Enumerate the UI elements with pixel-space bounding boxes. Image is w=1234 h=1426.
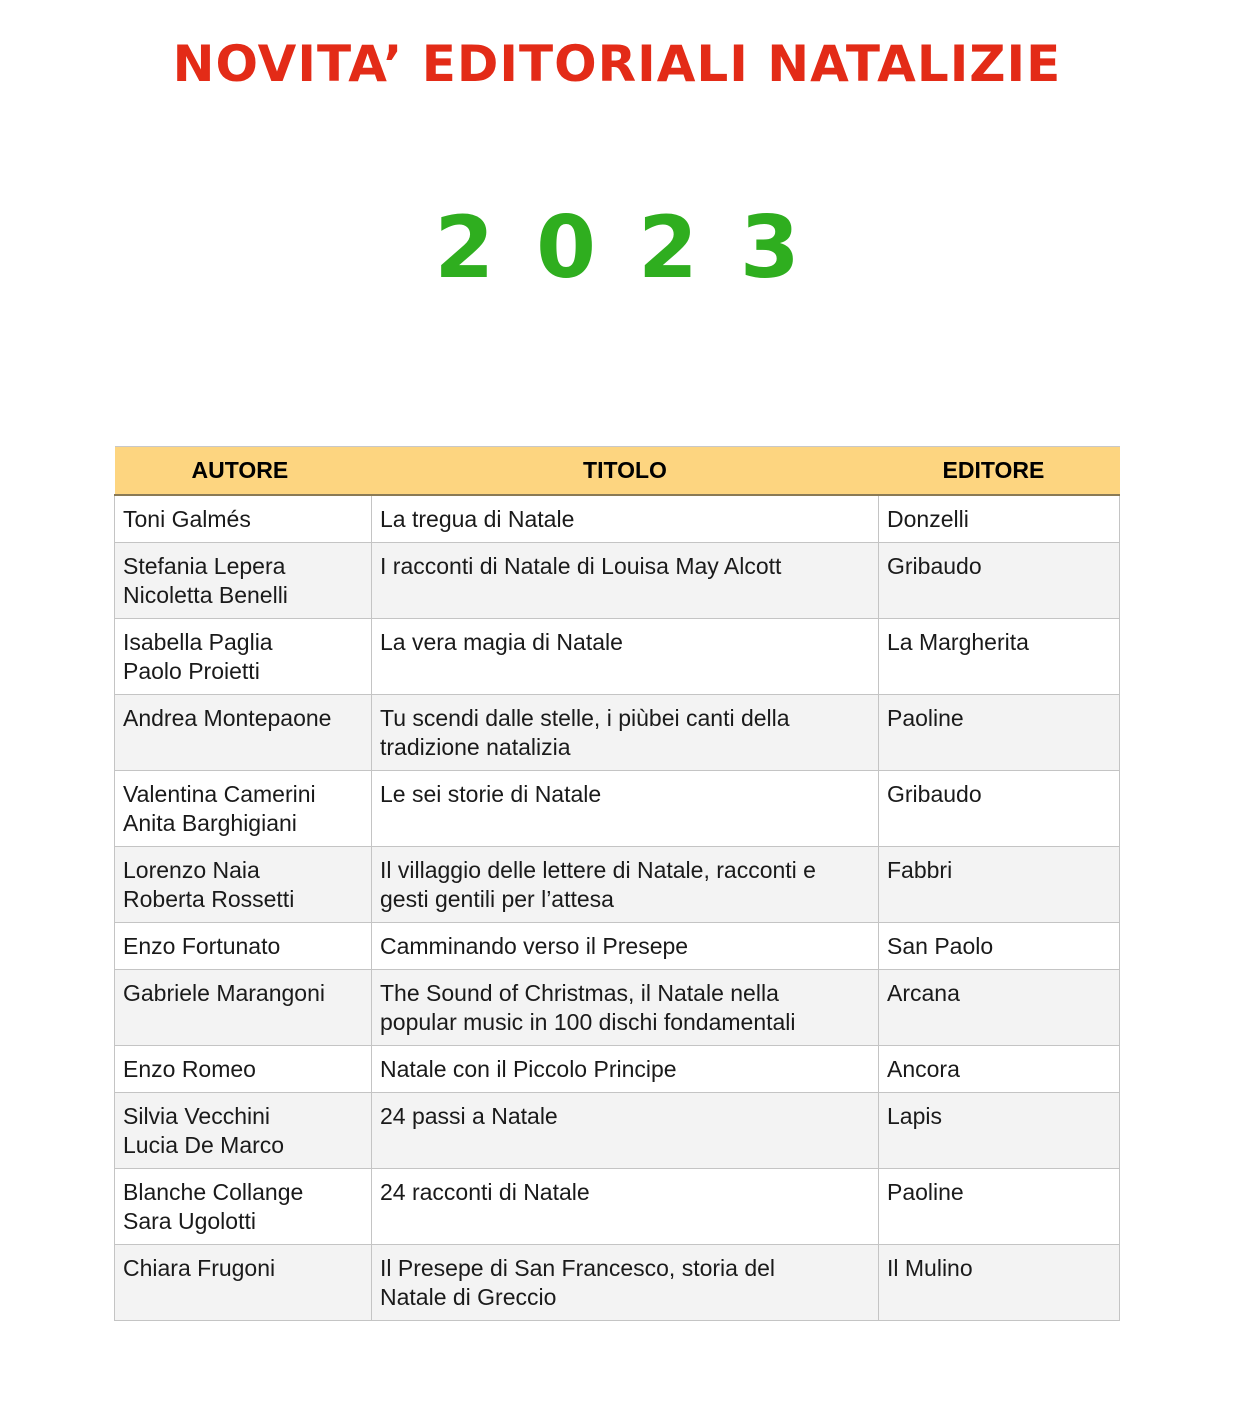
cell-autore: Silvia Vecchini Lucia De Marco xyxy=(115,1093,372,1169)
cell-editore: Paoline xyxy=(879,1169,1120,1245)
table-row xyxy=(115,1093,1120,1169)
cell-titolo: Il Presepe di San Francesco, storia del Natale di Greccio xyxy=(372,1245,879,1321)
cell-editore: Il Mulino xyxy=(879,1245,1120,1321)
cell-editore: San Paolo xyxy=(879,923,1120,970)
cell-titolo: I racconti di Natale di Louisa May Alcott xyxy=(372,543,879,619)
cell-autore: Chiara Frugoni xyxy=(115,1245,372,1321)
table-row xyxy=(115,970,1120,1046)
cell-editore: Gribaudo xyxy=(879,543,1120,619)
cell-autore: Lorenzo Naia Roberta Rossetti xyxy=(115,847,372,923)
cell-autore: Isabella Paglia Paolo Proietti xyxy=(115,619,372,695)
cell-titolo: La vera magia di Natale xyxy=(372,619,879,695)
page-title: NOVITA’ EDITORIALI NATALIZIE xyxy=(172,35,1062,93)
table-row xyxy=(115,495,1120,543)
column-header-editore: EDITORE xyxy=(879,447,1120,496)
table-header-row xyxy=(115,447,1120,496)
cell-titolo: Tu scendi dalle stelle, i piùbei canti della tradizione natalizia xyxy=(372,695,879,771)
table-row xyxy=(115,695,1120,771)
table-row xyxy=(115,771,1120,847)
cell-titolo: 24 passi a Natale xyxy=(372,1093,879,1169)
cell-editore: Fabbri xyxy=(879,847,1120,923)
cell-editore: Lapis xyxy=(879,1093,1120,1169)
cell-autore: Blanche Collange Sara Ugolotti xyxy=(115,1169,372,1245)
table-row xyxy=(115,619,1120,695)
cell-titolo: Natale con il Piccolo Principe xyxy=(372,1046,879,1093)
cell-editore: Gribaudo xyxy=(879,771,1120,847)
cell-titolo: The Sound of Christmas, il Natale nella popular music in 100 dischi fondamentali xyxy=(372,970,879,1046)
table-row xyxy=(115,1169,1120,1245)
table-header xyxy=(115,447,1120,496)
cell-autore: Stefania Lepera Nicoletta Benelli xyxy=(115,543,372,619)
column-header-autore: AUTORE xyxy=(115,447,372,496)
cell-autore: Gabriele Marangoni xyxy=(115,970,372,1046)
books-table xyxy=(114,446,1120,1321)
year-heading: 2023 xyxy=(434,198,842,298)
table-row xyxy=(115,847,1120,923)
cell-editore: La Margherita xyxy=(879,619,1120,695)
cell-autore: Toni Galmés xyxy=(115,495,372,543)
cell-autore: Enzo Romeo xyxy=(115,1046,372,1093)
cell-titolo: Camminando verso il Presepe xyxy=(372,923,879,970)
table-row xyxy=(115,1245,1120,1321)
cell-editore: Arcana xyxy=(879,970,1120,1046)
cell-editore: Paoline xyxy=(879,695,1120,771)
table-row xyxy=(115,923,1120,970)
cell-titolo: Il villaggio delle lettere di Natale, racconti e gesti gentili per l’attesa xyxy=(372,847,879,923)
column-header-titolo: TITOLO xyxy=(372,447,879,496)
cell-autore: Enzo Fortunato xyxy=(115,923,372,970)
cell-titolo: La tregua di Natale xyxy=(372,495,879,543)
table-row xyxy=(115,1046,1120,1093)
cell-autore: Valentina Camerini Anita Barghigiani xyxy=(115,771,372,847)
cell-editore: Donzelli xyxy=(879,495,1120,543)
cell-editore: Ancora xyxy=(879,1046,1120,1093)
cell-autore: Andrea Montepaone xyxy=(115,695,372,771)
table-body xyxy=(115,495,1120,1321)
cell-titolo: Le sei storie di Natale xyxy=(372,771,879,847)
table-row xyxy=(115,543,1120,619)
cell-titolo: 24 racconti di Natale xyxy=(372,1169,879,1245)
